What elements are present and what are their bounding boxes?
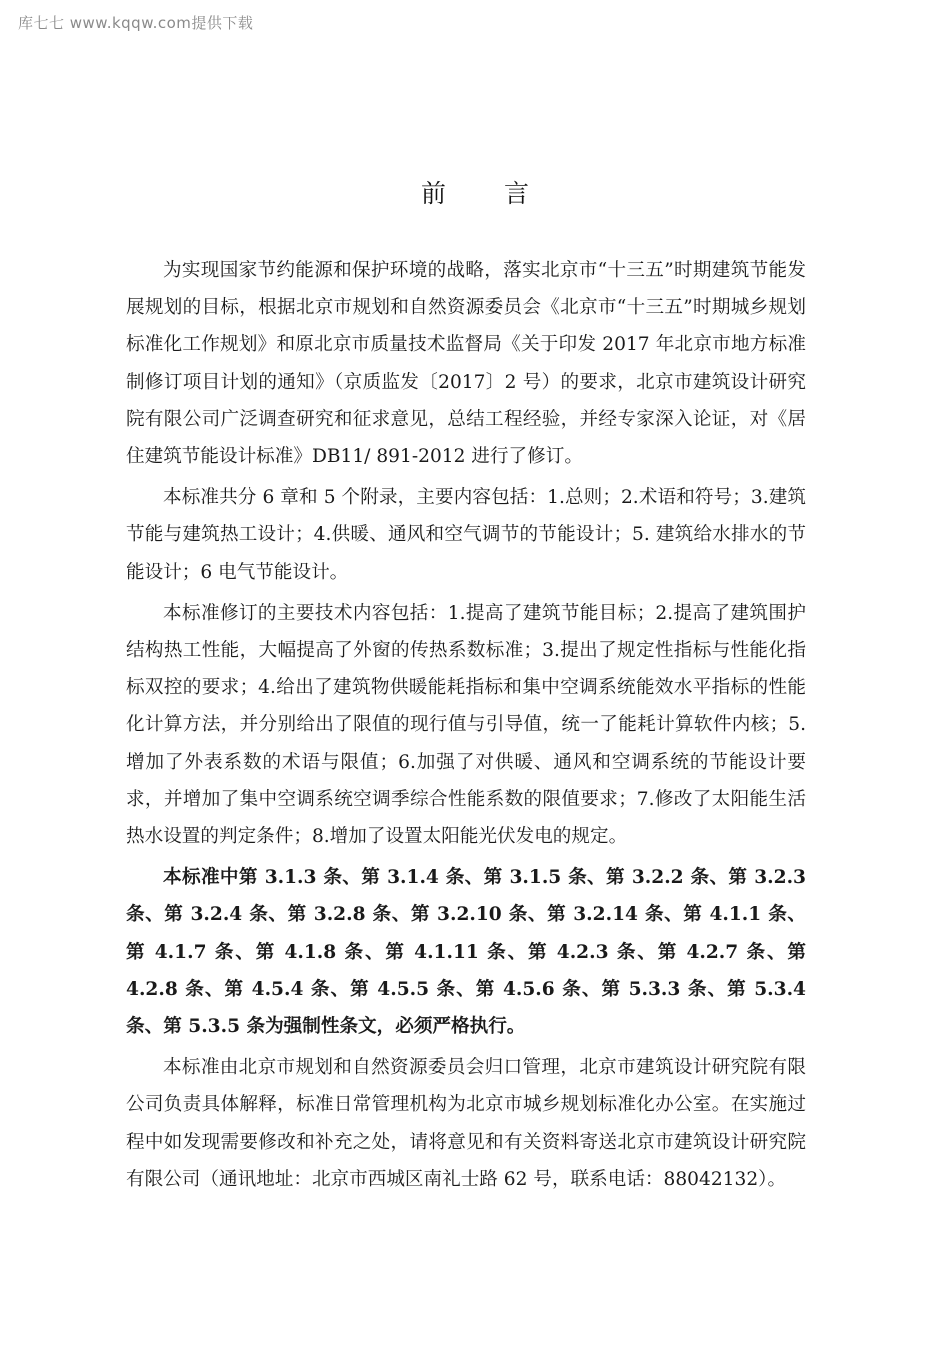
- watermark-text: 库七七 www.kqqw.com提供下载: [18, 14, 254, 32]
- paragraph-mandatory-clauses: 本标准中第 3.1.3 条、第 3.1.4 条、第 3.1.5 条、第 3.2.2 条、第 3.2.3 条、第 3.2.4 条、第 3.2.8 条、第 3.2.10 条、第 3.2.14 条、第 4.1.1 条、第 4.1.7 条、第 4.1.8 条、第 4.1.11 条、第 4.2.3 条、第 4.2.7 条、第 4.2.8 条、第 4.5.4 条、第 4.5.5 条、第 4.5.6 条、第 5.3.3 条、第 5.3.4 条、第 5.3.5 条为强制性条文，必须严格执行。: [126, 867, 806, 1038]
- paragraph-background: 为实现国家节约能源和保护环境的战略，落实北京市“十三五”时期建筑节能发展规划的目标，根据北京市规划和自然资源委员会《北京市“十三五”时期城乡规划标准化工作规划》和原北京市质量技术监督局《关于印发 2017 年北京市地方标准制修订项目计划的通知》（京质监发〔2017〕2 号）的要求，北京市建筑设计研究院有限公司广泛调查研究和征求意见，总结工程经验，并经专家深入论证，对《居住建筑节能设计标准》DB11/ 891-2012 进行了修订。: [126, 260, 806, 468]
- page-title: 前言: [420, 179, 587, 208]
- paragraph-revisions: 本标准修订的主要技术内容包括：1.提高了建筑节能目标；2.提高了建筑围护结构热工性能，大幅提高了外窗的传热系数标准；3.提出了规定性指标与性能化指标双控的要求；4.给出了建筑物供暖能耗指标和集中空调系统能效水平指标的性能化计算方法，并分别给出了限值的现行值与引导值，统一了能耗计算软件内核；5.增加了外表系数的术语与限值；6.加强了对供暖、通风和空调系统的节能设计要求，并增加了集中空调系统空调季综合性能系数的限值要求；7.修改了太阳能生活热水设置的判定条件；8.增加了设置太阳能光伏发电的规定。: [126, 602, 806, 848]
- paragraph-structure: 本标准共分 6 章和 5 个附录，主要内容包括：1.总则；2.术语和符号；3.建筑节能与建筑热工设计；4.供暖、通风和空气调节的节能设计；5. 建筑给水排水的节能设计；6 电气节能设计。: [126, 487, 806, 583]
- document-body: [126, 252, 806, 1202]
- paragraph-administration: 本标准由北京市规划和自然资源委员会归口管理，北京市建筑设计研究院有限公司负责具体解释，标准日常管理机构为北京市城乡规划标准化办公室。在实施过程中如发现需要修改和补充之处，请将意见和有关资料寄送北京市建筑设计研究院有限公司（通讯地址：北京市西城区南礼士路 62 号，联系电话：88042132）。: [126, 1057, 806, 1190]
